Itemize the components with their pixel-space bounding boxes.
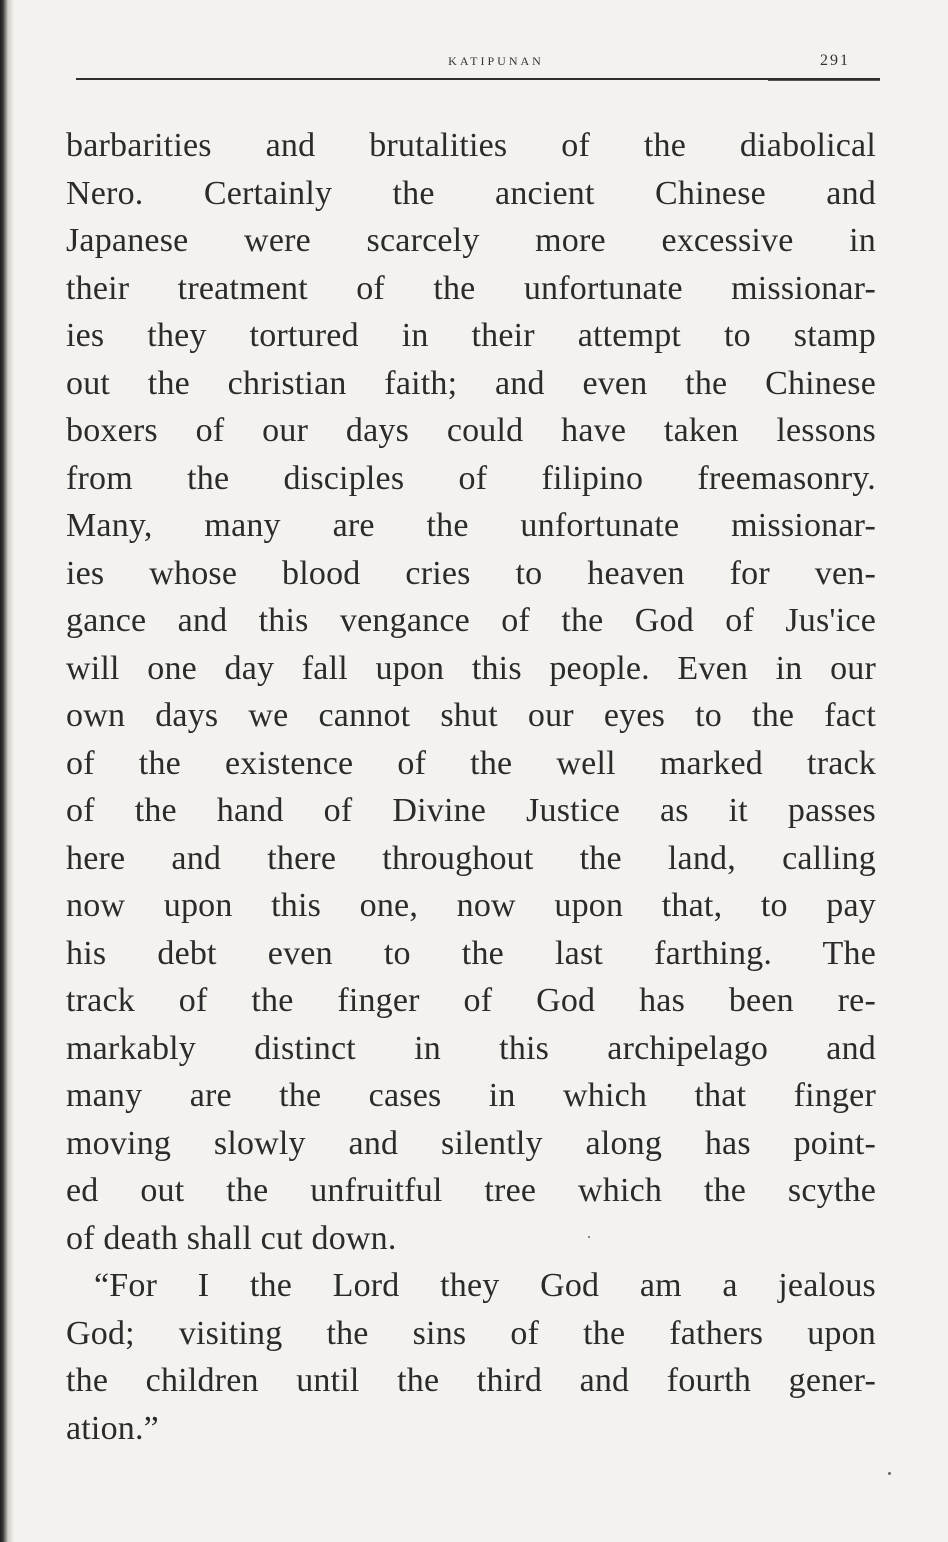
page-header xyxy=(76,50,880,96)
text-line: ation.” xyxy=(66,1409,159,1447)
text-line: will one day fall upon this people. Even in our xyxy=(66,649,876,687)
text-line: moving slowly and silently along has point- xyxy=(66,1124,876,1162)
paper-speck xyxy=(588,1236,590,1238)
text-line: barbarities and brutalities of the diabolical xyxy=(66,127,876,164)
text-line: out the christian faith; and even the Chinese xyxy=(66,364,876,402)
text-line: here and there throughout the land, calling xyxy=(66,839,876,877)
text-line: Nero. Certainly the ancient Chinese and xyxy=(66,174,876,212)
running-title: KATIPUNAN xyxy=(448,54,544,68)
paper-speck xyxy=(888,1472,891,1475)
text-line: track of the finger of God has been re- xyxy=(66,982,876,1019)
text-line: ies they tortured in their attempt to stamp xyxy=(66,317,876,354)
text-line: from the disciples of filipino freemasonry. xyxy=(66,459,876,497)
text-line: ies whose blood cries to heaven for ven- xyxy=(66,554,876,592)
text-line: ed out the unfruitful tree which the scythe xyxy=(66,1172,876,1209)
text-line: now upon this one, now upon that, to pay xyxy=(66,887,876,924)
paragraph-1 xyxy=(66,122,876,1262)
text-line: of death shall cut down. xyxy=(66,1219,397,1257)
header-rule-underline xyxy=(768,80,880,81)
binding-shadow xyxy=(0,0,14,1542)
text-line: Many, many are the unfortunate missionar- xyxy=(66,507,876,544)
body-text xyxy=(66,122,876,1452)
header-rule xyxy=(76,78,880,80)
text-line: of the existence of the well marked track xyxy=(66,744,876,782)
text-line: own days we cannot shut our eyes to the fact xyxy=(66,697,876,734)
text-line: the children until the third and fourth gener- xyxy=(66,1362,876,1399)
page-number: 291 xyxy=(820,52,850,69)
paragraph-2-quotation xyxy=(66,1262,876,1452)
text-line: boxers of our days could have taken lessons xyxy=(66,412,876,449)
text-line: gance and this vengance of the God of Jus'ice xyxy=(66,602,876,639)
text-line: of the hand of Divine Justice as it passes xyxy=(66,792,876,829)
text-line: his debt even to the last farthing. The xyxy=(66,934,876,972)
text-line: many are the cases in which that finger xyxy=(66,1077,876,1114)
text-line: markably distinct in this archipelago and xyxy=(66,1029,876,1067)
text-line: “For I the Lord they God am a jealous xyxy=(94,1267,876,1304)
text-line: their treatment of the unfortunate missionar- xyxy=(66,269,876,307)
text-line: Japanese were scarcely more excessive in xyxy=(66,222,876,259)
text-line: God; visiting the sins of the fathers upon xyxy=(66,1314,876,1352)
